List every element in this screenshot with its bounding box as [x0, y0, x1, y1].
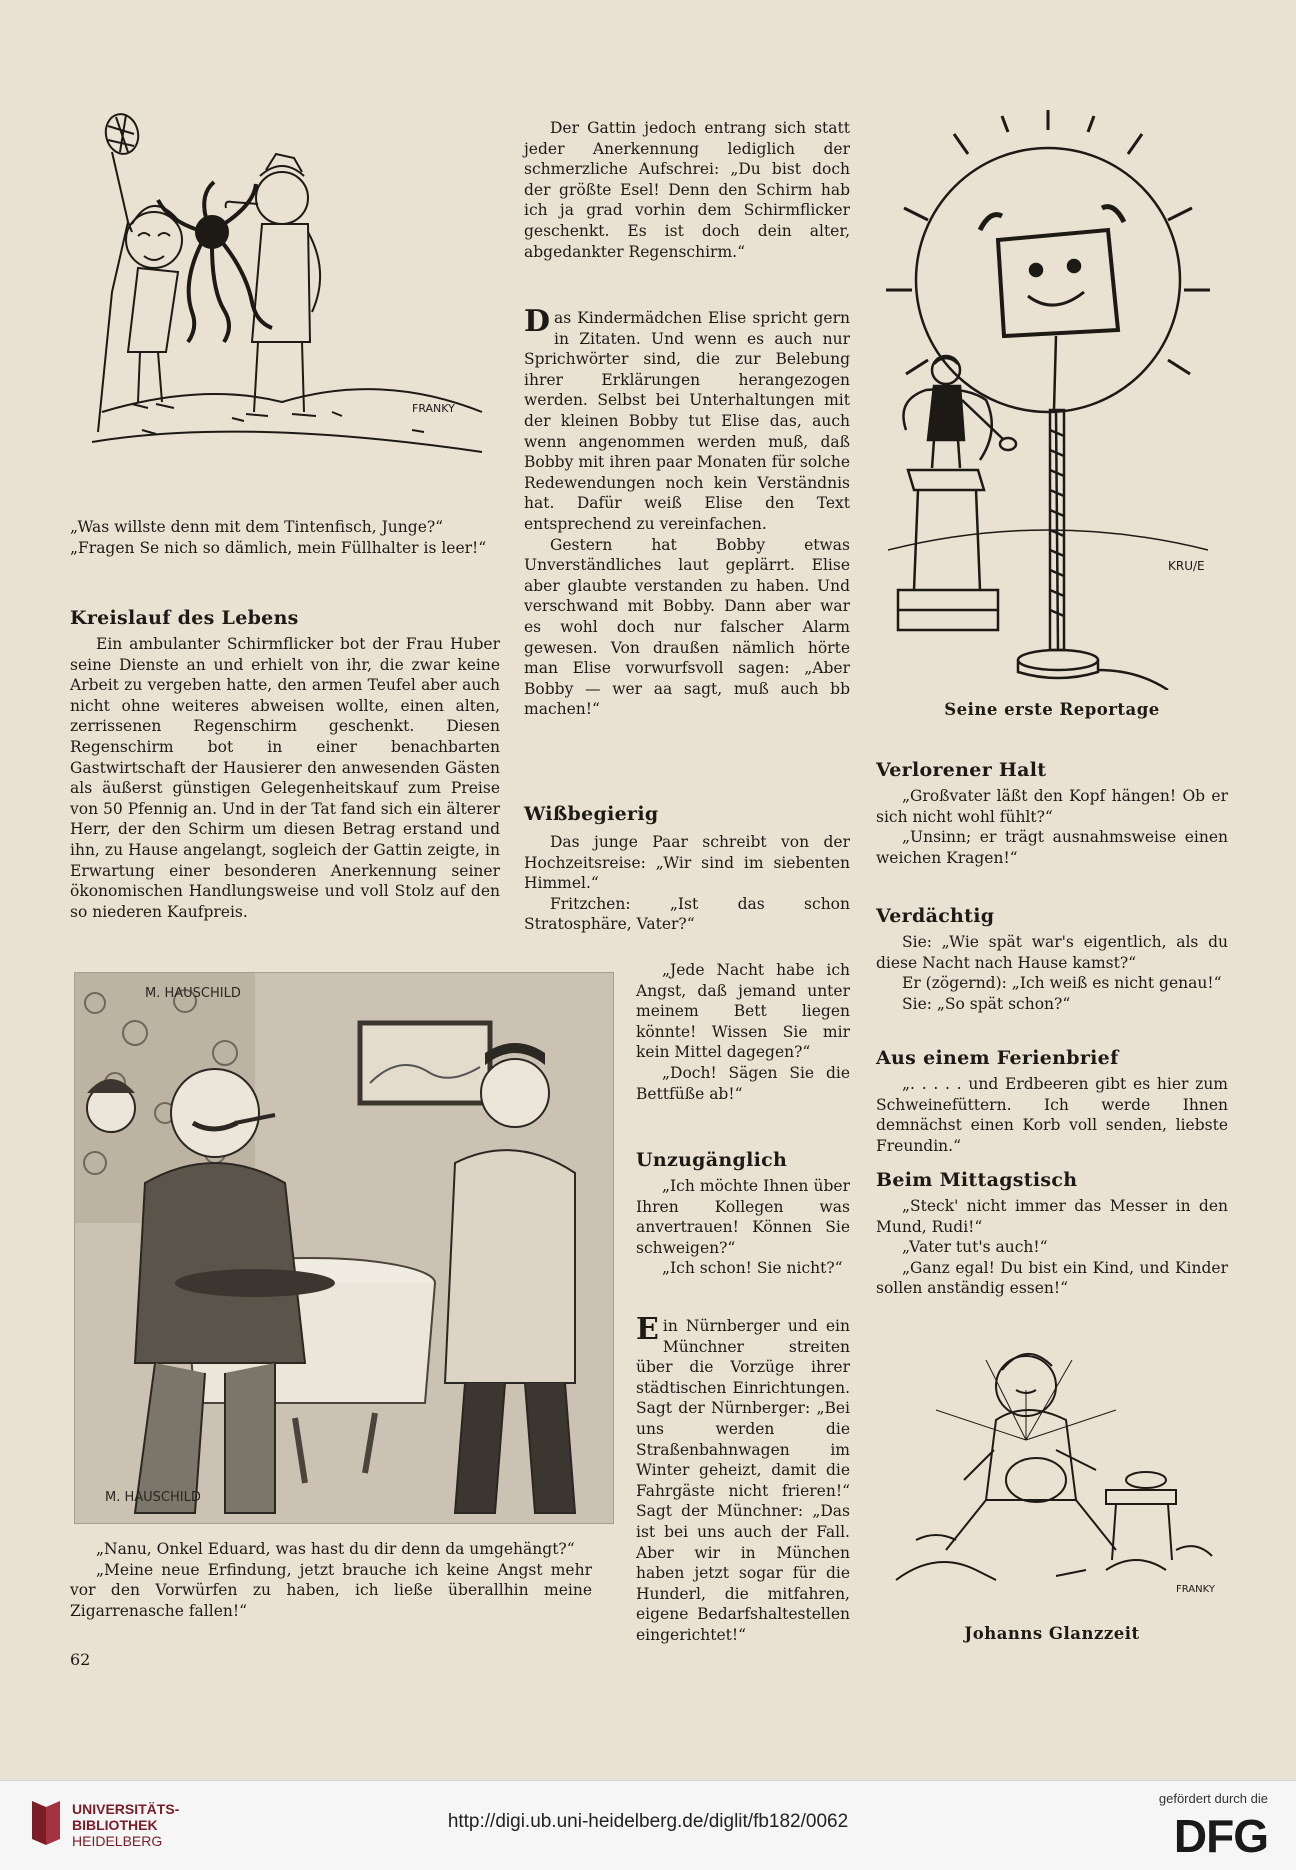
unzugaenglich-heading: Unzugänglich — [636, 1149, 788, 1171]
nacht-p1: „Jede Nacht habe ich Angst, daß jemand unter meinem Bett liegen könnte! Wissen Sie mir kein Mittel dagegen?“ — [636, 961, 850, 1062]
footer-bar — [0, 1780, 1296, 1870]
cartoon-hauschild — [74, 972, 614, 1524]
hauschild-signature-top: M. HAUSCHILD — [145, 986, 241, 1001]
mittagstisch-block — [876, 1196, 1228, 1299]
nacht-p2: „Doch! Sägen Sie die Bettfüße ab!“ — [636, 1063, 850, 1103]
kreislauf-text: Ein ambulanter Schirmflicker bot der Frau Huber seine Dienste an und erhielt von ihr, die zwar keine Arbeit zu vergeben hatte, den armen Teufel aber auch nicht ohne weiteres abweisen wollte, einen alten, zerrissenen Regenschirm geschenkt. Diesen Regenschirm bot in einer benachbarten Gastwirtschaft der Hausierer den anwesenden Gästen als äußerst günstigen Gelegenheitskauf zum Preise von 50 Pfennig an. Und in der Tat fand sich ein älterer Herr, der den Schirm um diesen Betrag erstand und ihn, zu Hause angelangt, sogleich der Gattin zeigte, in Erwartung einer besonderen Anerkennung seiner ökonomischen Handlungsweise und voll Stolz auf den so niederen Kaufpreis. — [70, 635, 500, 921]
tintenfisch-drawing — [82, 112, 502, 500]
verdaechtig-p2: Er (zögernd): „Ich weiß es nicht genau!“ — [902, 974, 1222, 993]
ferienbrief-block — [876, 1074, 1228, 1156]
johann-caption: Johanns Glanzzeit — [964, 1624, 1140, 1643]
verdaechtig-heading: Verdächtig — [876, 905, 995, 927]
wissbegierig-heading: Wißbegierig — [524, 803, 659, 825]
library-line-2: BIBLIOTHEK — [72, 1817, 158, 1833]
verlorener-halt-p1: „Großvater läßt den Kopf hängen! Ob er sich nicht wohl fühlt?“ — [876, 787, 1228, 826]
funding-label: gefördert durch die — [1158, 1791, 1268, 1806]
verlorener-halt-p2: „Unsinn; er trägt ausnahmsweise einen weichen Kragen!“ — [876, 828, 1228, 867]
kreislauf-continuation-block — [524, 118, 850, 262]
kreislauf-continuation: Der Gattin jedoch entrang sich statt jeder Anerkennung lediglich der schmerzliche Aufschrei: „Du bist doch der größte Esel! Denn den Schirm hab ich ja grad vorhin dem Schirmflicker geschenkt. Es ist doch dein alter, abgedankter Regenschirm.“ — [524, 119, 850, 261]
wissbegierig-p2: Fritzchen: „Ist das schon Stratosphäre, Vater?“ — [524, 894, 850, 934]
cartoon-reportage — [868, 110, 1236, 690]
verlorener-halt-block — [876, 786, 1228, 868]
mittagstisch-p3: „Ganz egal! Du bist ein Kind, und Kinder sollen anständig essen!“ — [876, 1258, 1228, 1298]
kindermaedchen-block — [524, 304, 850, 720]
hauschild-caption — [70, 1539, 592, 1621]
unzugaenglich-block — [636, 1176, 850, 1279]
reportage-signature: KRU/E — [1168, 559, 1205, 573]
kindermaedchen-p1-text: as Kindermädchen Elise spricht gern in Zitaten. Und wenn es auch nur Sprichwörter sind, die zur Belebung ihrer Erklärungen herangezogen werden. Selbst bei Unterhaltungen mit der kleinen Bobby tut Elise das, auch wenn angenommen werden muß, daß Bobby mit ihren paar Monaten für solche Redewendungen noch kein Verständnis hat. Dafür weiß Elise den Text entsprechend zu vereinfachen. — [524, 309, 850, 533]
reportage-drawing — [868, 110, 1236, 690]
unzugaenglich-p1: „Ich möchte Ihnen über Ihren Kollegen was anvertrauen! Können Sie schweigen?“ — [636, 1177, 850, 1257]
tintenfisch-signature: FRANKY — [412, 402, 455, 415]
cartoon-johann — [876, 1330, 1228, 1600]
hauschild-caption-line-2: „Meine neue Erfindung, jetzt brauche ich keine Angst mehr vor den Vorwürfen zu haben, ich ließe überallhin meine Zigarrenasche fallen!“ — [70, 1560, 592, 1620]
verdaechtig-block — [876, 932, 1228, 1014]
mittagstisch-heading: Beim Mittagstisch — [876, 1169, 1078, 1191]
kreislauf-body — [70, 634, 500, 922]
nuernberger-block — [636, 1312, 850, 1646]
cartoon-tintenfisch — [82, 112, 502, 500]
source-url-link[interactable]: http://digi.ub.uni-heidelberg.de/diglit/fb182/0062 — [447, 1811, 849, 1832]
hauschild-signature: M. HAUSCHILD — [105, 1490, 201, 1505]
wissbegierig-block — [524, 832, 850, 935]
unzugaenglich-p2: „Ich schon! Sie nicht?“ — [662, 1259, 843, 1278]
tintenfisch-caption-line-2: „Fragen Se nich so dämlich, mein Füllhalter is leer!“ — [70, 538, 487, 557]
dfg-logo: DFG — [1173, 1810, 1268, 1862]
reportage-caption: Seine erste Reportage — [944, 700, 1160, 719]
nacht-block — [636, 960, 850, 1104]
kindermaedchen-p2: Gestern hat Bobby etwas Unverständliches laut geplärrt. Elise aber glaubte verstanden zu haben. Und verschwand mit Bobby. Dann aber war es wohl doch nur falscher Alarm gewesen. Von draußen nämlich hörte man Elise vorwurfsvoll sagen: „Aber Bobby — wer aa sagt, muß auch bb machen!“ — [524, 535, 850, 719]
nuernberger-p1 — [636, 1312, 850, 1646]
nuernberger-text: in Nürnberger und ein Münchner streiten über die Vorzüge ihrer städtischen Einrichtungen. Sagt der Nürnberger: „Bei uns werden die Straßenbahnwagen im Winter geheizt, damit die Fahrgäste nicht frieren!“ Sagt der Münchner: „Das ist bei uns auch der Fall. Aber wir in München haben jetzt sogar für die Hunderl, die mitfahren, eigene Bedarfshaltestellen eingerichtet!“ — [636, 1317, 850, 1644]
verlorener-halt-heading: Verlorener Halt — [876, 759, 1047, 781]
verdaechtig-p1: Sie: „Wie spät war's eigentlich, als du diese Nacht nach Hause kamst?“ — [876, 933, 1228, 972]
wissbegierig-p1: Das junge Paar schreibt von der Hochzeitsreise: „Wir sind im siebenten Himmel.“ — [524, 833, 850, 893]
hauschild-caption-line-1: „Nanu, Onkel Eduard, was hast du dir denn da umgehängt?“ — [96, 1540, 575, 1558]
kindermaedchen-p1 — [524, 304, 850, 535]
ferienbrief-p1: „. . . . . und Erdbeeren gibt es hier zum Schweinefüttern. Ich werde Ihnen demnächst einen Korb voll senden, liebste Freundin.“ — [876, 1075, 1228, 1155]
library-line-1: UNIVERSITÄTS- — [72, 1801, 180, 1817]
verdaechtig-p3: Sie: „So spät schon?“ — [902, 994, 1071, 1013]
nuernberger-dropcap: E — [636, 1312, 659, 1347]
johann-drawing — [876, 1330, 1228, 1600]
tintenfisch-caption — [70, 517, 500, 558]
mittagstisch-p2: „Vater tut's auch!“ — [902, 1238, 1048, 1257]
tintenfisch-caption-line-1: „Was willste denn mit dem Tintenfisch, Junge?“ — [70, 518, 444, 536]
ferienbrief-heading: Aus einem Ferienbrief — [876, 1047, 1119, 1069]
page-number: 62 — [70, 1650, 91, 1669]
mittagstisch-p1: „Steck' nicht immer das Messer in den Mund, Rudi!“ — [876, 1197, 1228, 1236]
hauschild-drawing — [75, 973, 613, 1523]
kreislauf-heading: Kreislauf des Lebens — [70, 607, 299, 629]
johann-signature: FRANKY — [1176, 1584, 1215, 1595]
library-line-3: HEIDELBERG — [72, 1833, 163, 1849]
kindermaedchen-dropcap: D — [524, 304, 551, 339]
